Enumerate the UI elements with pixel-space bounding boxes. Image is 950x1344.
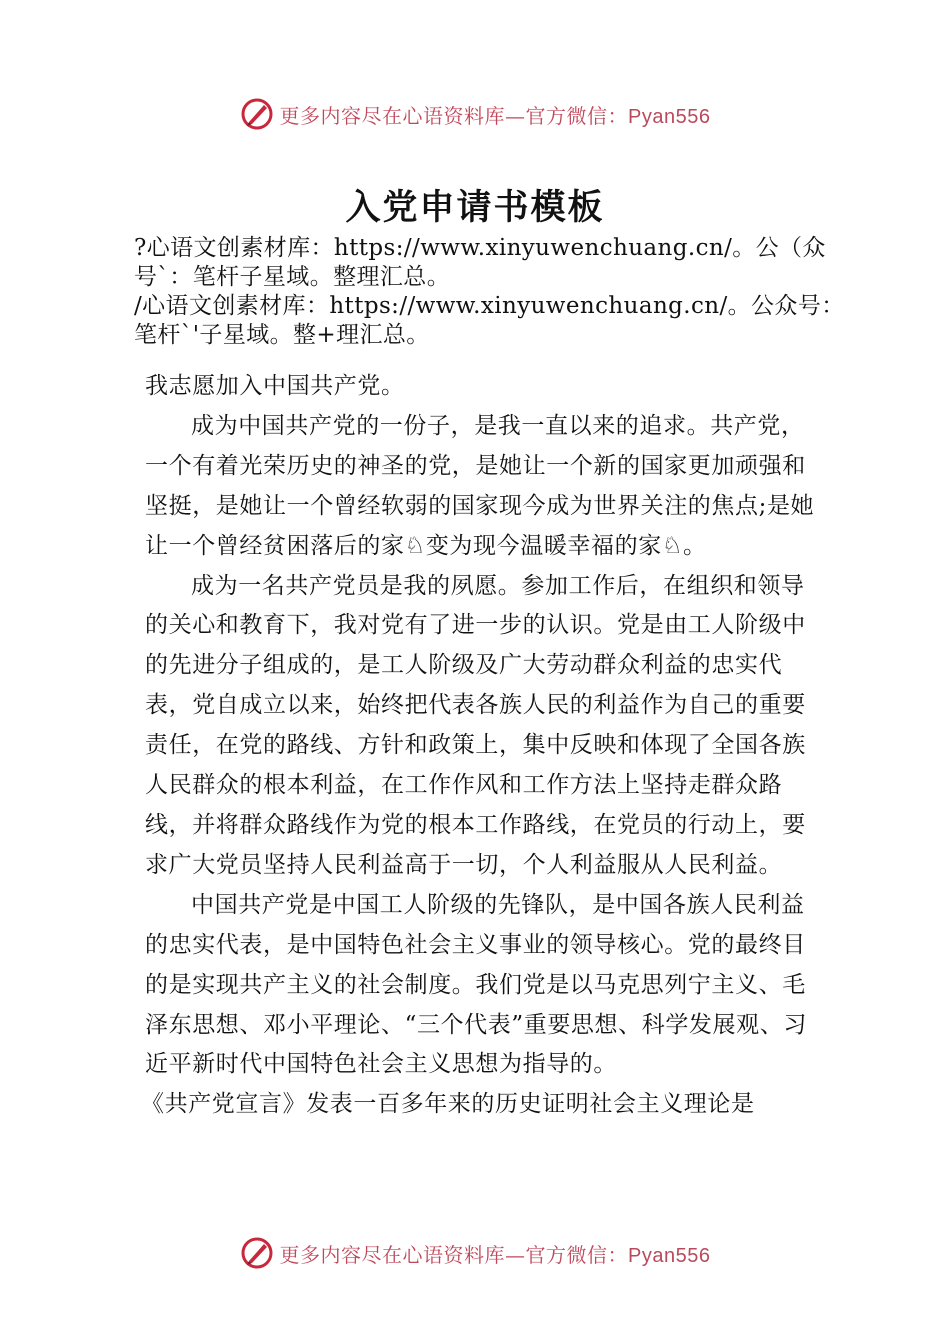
- footer-banner: [0, 1235, 950, 1271]
- pen-logo-icon: [240, 97, 274, 131]
- document-body: [141, 367, 815, 1125]
- paragraph: 成为中国共产党的一份子，是我一直以来的追求。共产党，一个有着光荣历史的神圣的党，是她让一个新的国家更加顽强和坚挺，是她让一个曾经软弱的国家现今成为世界关注的焦点;是她让一个曾经贫困落后的家♘变为现今温暖幸福的家♘。: [145, 412, 815, 559]
- source-note-line: 号`：笔杆子星域。整理汇总。: [134, 264, 451, 290]
- banner-text: 更多内容尽在心语资料库—官方微信：Pyan556: [279, 103, 711, 128]
- paragraph: 我志愿加入中国共产党。: [145, 373, 405, 399]
- paragraph: 成为一名共产党员是我的夙愿。参加工作后，在组织和领导的关心和教育下，我对党有了进一步的认识。党是由工人阶级中的先进分子组成的，是工人阶级及广大劳动群众利益的忠实代表，党自成立以来，始终把代表各族人民的利益作为自己的重要责任，在党的路线、方针和政策上，集中反映和体现了全国各族人民群众的根本利益，在工作作风和工作方法上坚持走群众路线，并将群众路线作为党的根本工作路线，在党员的行动上，要求广大党员坚持人民利益高于一切，个人利益服从人民利益。: [145, 572, 806, 878]
- source-notes: [134, 234, 859, 350]
- pen-logo-icon: [240, 1236, 274, 1270]
- source-note-line: 笔杆`'子星域。整+理汇总。: [134, 322, 430, 348]
- paragraph: 《共产党宣言》发表一百多年来的历史证明社会主义理论是: [141, 1091, 755, 1118]
- banner-text: 更多内容尽在心语资料库—官方微信：Pyan556: [279, 1242, 711, 1267]
- source-note-line: /心语文创素材库：https://www.xinyuwenchuang.cn/。公众号：: [134, 293, 845, 319]
- document-title: 入党申请书模板: [345, 187, 605, 228]
- source-note-line: ?心语文创素材库：https://www.xinyuwenchuang.cn/。公（众: [134, 235, 826, 261]
- wechat-id: Pyan556: [628, 105, 711, 128]
- paragraph: 中国共产党是中国工人阶级的先锋队，是中国各族人民利益的忠实代表，是中国特色社会主义事业的领导核心。党的最终目的是实现共产主义的社会制度。我们党是以马克思列宁主义、毛泽东思想、邓小平理论、“三个代表”重要思想、科学发展观、习近平新时代中国特色社会主义思想为指导的。: [145, 891, 807, 1078]
- header-banner: [0, 96, 950, 132]
- wechat-id: Pyan556: [628, 1244, 711, 1267]
